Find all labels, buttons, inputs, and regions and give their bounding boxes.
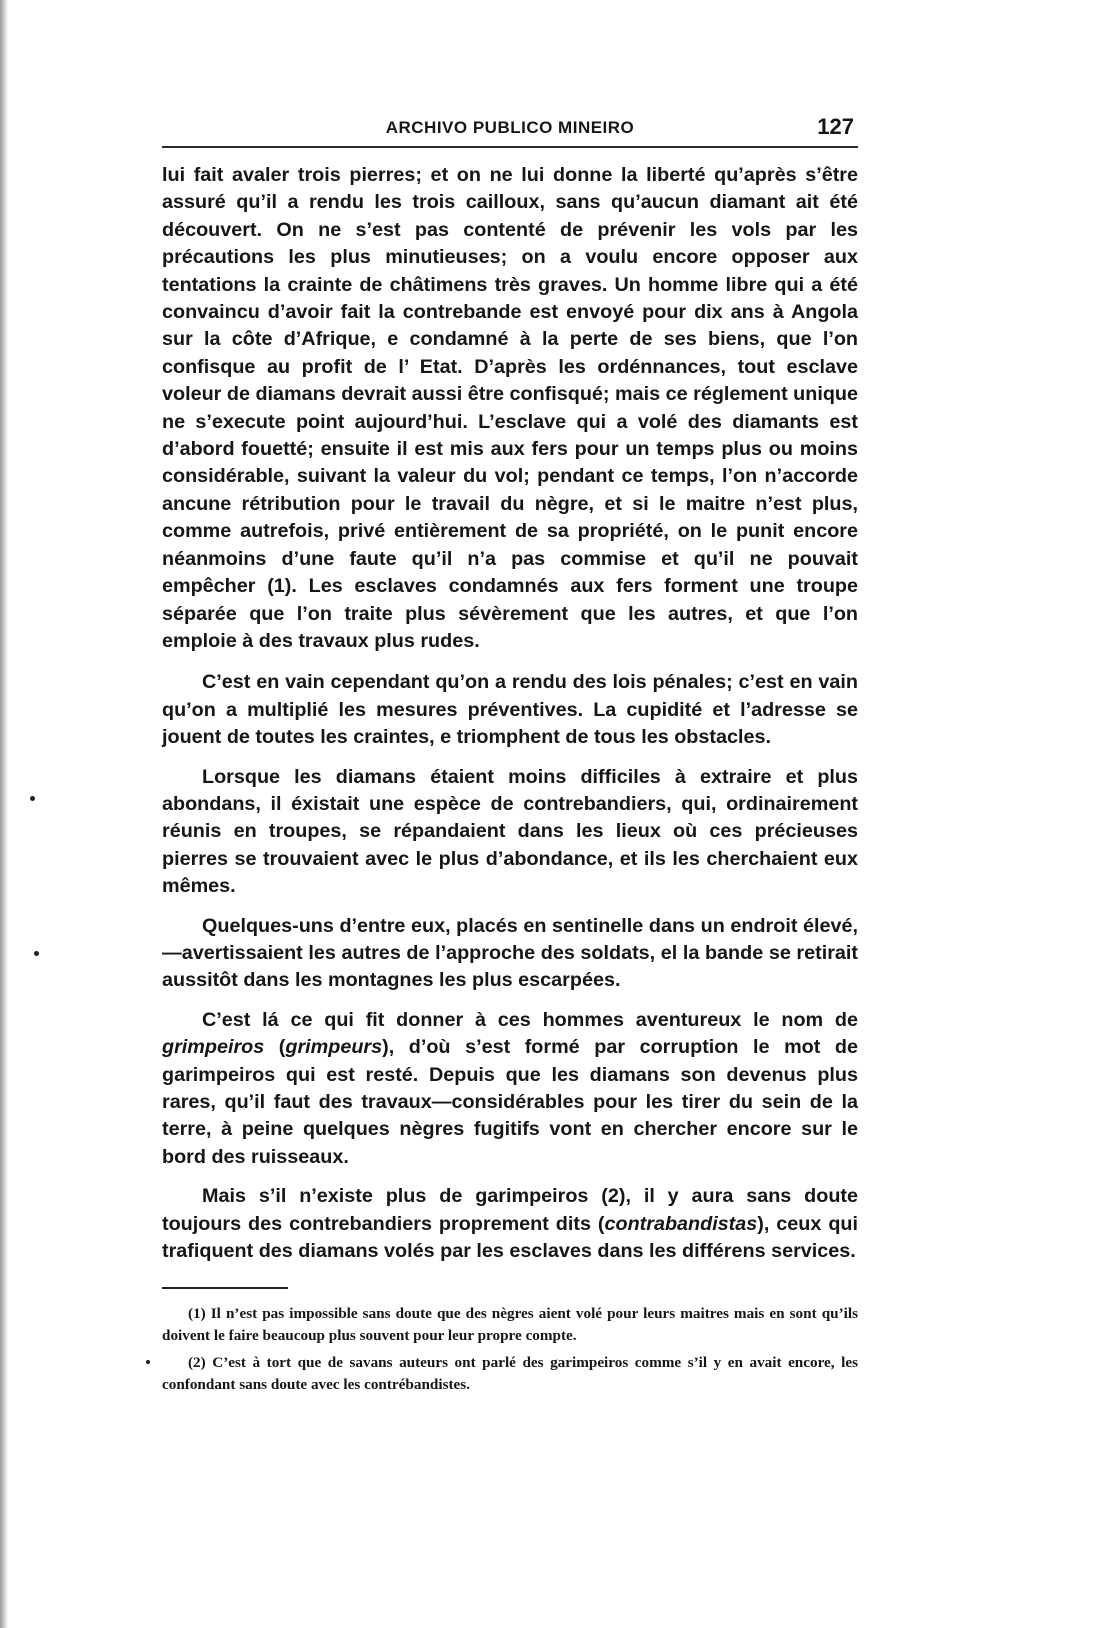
ink-speck [34, 951, 39, 956]
paragraph [162, 1183, 858, 1265]
text-run: Mais s’il n’existe plus de garimpeiros (2), il y aura sans doute toujours des contrebandiers proprement dits ( [162, 1185, 858, 1235]
paragraph: Quelques-uns d’entre eux, placés en sentinelle dans un endroit élevé,—avertissaient les autres de l’approche des soldats, el la bande se retirait aussitôt dans les montagnes les plus escarpées. [162, 914, 858, 992]
italic-term: grimpeurs [285, 1036, 383, 1059]
paragraph: C’est en vain cependant qu’on a rendu des lois pénales; c’est en vain qu’on a multiplié les mesures préventives. La cupidité et l’adresse se jouent de toutes les craintes, e triomphent de tous les obstacles. [162, 671, 858, 749]
page-number: 127 [817, 114, 854, 139]
text-run: ), d’où s’est formé par corruption le mot de garimpeiros qui est resté. Depuis que les diamans son devenus plus rares, qu’il faut des travaux—considérables pour les tirer du sein de la terre, à peine quelques nègres fugitifs vont en chercher encore sur le bord des ruisseaux. [162, 1036, 858, 1168]
ink-speck [30, 796, 35, 801]
footnote: (2) C’est à tort que de savans auteurs ont parlé des garimpeiros comme s’il y en avait encore, les confondant sans doute avec les contrébandistes. [162, 1354, 858, 1394]
body-text [162, 162, 858, 1265]
running-head: ARCHIVO PUBLICO MINEIRO [385, 118, 635, 137]
footnote-divider [162, 1287, 288, 1289]
text-run: ), ceux qui trafiquent des diamans volés par les esclaves dans les différens services. [162, 1212, 858, 1263]
italic-term: contrabandistas [604, 1212, 758, 1235]
page-header [162, 110, 858, 148]
italic-term: grimpeiros [162, 1036, 265, 1059]
ink-speck [146, 1360, 150, 1364]
text-run: C’est lá ce qui fit donner à ces hommes aventureux le nom de [202, 1008, 858, 1031]
footnotes [162, 1303, 858, 1396]
book-page [162, 110, 858, 1401]
scan-edge-shadow [0, 0, 8, 1628]
paragraph [162, 1007, 858, 1171]
paragraph: Lorsque les diamans étaient moins difficiles à extraire et plus abondans, il éxistait une espèce de contrebandiers, qui, ordinairement réunis en troupes, se répandaient dans les lieux où ces précieuses pierres se trouvaient avec le plus d’abondance, et ils les cherchaient eux mêmes. [162, 765, 858, 898]
footnote: (1) Il n’est pas impossible sans doute que des nègres aient volé pour leurs maitres mais en sont qu’ils doivent le faire beaucoup plus souvent pour leur propre compte. [162, 1305, 858, 1345]
paragraph: lui fait avaler trois pierres; et on ne lui donne la liberté qu’après s’être assuré qu’il a rendu les trois cailloux, sans qu’aucun diamant ait été découvert. On ne s’est pas contenté de prévenir les vols par les précautions les plus minutieuses; on a voulu encore opposer aux tentations la crainte de châtimens très graves. Un homme libre qui a été convaincu d’avoir fait la contrebande est envoyé pour dix ans à Angola sur la côte d’Afrique, e condamné à la perte de ses biens, que l’on confisque au profit de l’ Etat. D’après les ordénnances, tout esclave voleur de diamans devrait aussi être confisqué; mais ce réglement unique ne s’execute point aujourd’hui. L’esclave qui a volé des diamants est d’abord fouetté; ensuite il est mis aux fers pour un temps plus ou moins considérable, suivant la valeur du vol; pendant ce temps, l’on n’accorde ancune rétribution pour le travail du nègre, et si le maitre n’est plus, comme autrefois, privé entièrement de sa propriété, on le punit encore néanmoins d’une faute qu’il n’a pas commise et qu’il ne pouvait empêcher (1). Les esclaves condamnés aux fers forment une troupe séparée que l’on traite plus sévèrement que les autres, et que l’on emploie à des travaux plus rudes. [162, 164, 858, 652]
text-run: ( [264, 1036, 286, 1059]
